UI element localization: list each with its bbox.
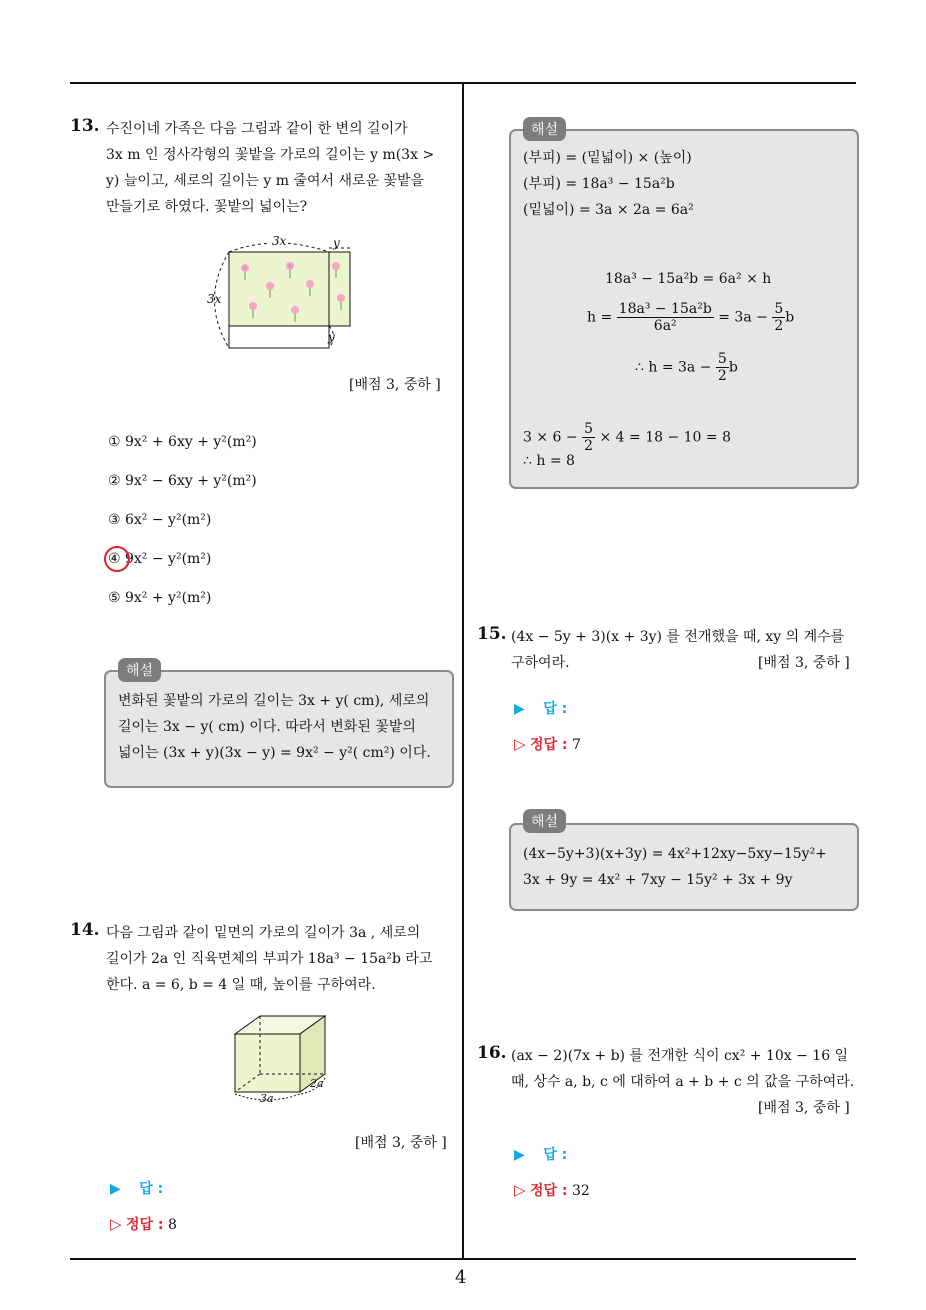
- q14-fig-label-bottom: 3a: [260, 1092, 274, 1105]
- q13-choice-2[interactable]: ② 9x² − 6xy + y²(m²): [108, 473, 257, 489]
- q13-solution-line: 변화된 꽃밭의 가로의 길이는 3x + y( cm), 세로의: [118, 693, 430, 709]
- q13-fig-label-right-top: y: [333, 236, 340, 250]
- q16-answer-row[interactable]: [514, 1144, 567, 1164]
- q13-choice-4[interactable]: ④ 9x² − y²(m²): [108, 551, 212, 567]
- q15-correct-value: 7: [571, 737, 581, 753]
- q13-meta: [배점 3, 중하 ]: [349, 377, 441, 393]
- q14-text: [106, 920, 456, 998]
- q15-line: 구하여라.: [511, 655, 570, 671]
- q13-solution-line: 길이는 3x − y( cm) 이다. 따라서 변화된 꽃밭의: [118, 719, 416, 735]
- q14-meta: [배점 3, 중하 ]: [355, 1135, 447, 1151]
- q13-choice-1[interactable]: ① 9x² + 6xy + y²(m²): [108, 434, 257, 450]
- q13-line: 3x m 인 정사각형의 꽃밭을 가로의 길이는 y m(3x >: [106, 147, 435, 163]
- q14-end-line1: 3 × 6 − $\frac{5}{2}$ × 4 = 18 − 10 = 8: [523, 421, 731, 454]
- bottom-rule: [70, 1258, 856, 1260]
- q16-correct-value: 32: [571, 1183, 590, 1199]
- selected-answer-circle-icon: [104, 546, 130, 572]
- triangle-right-filled-icon: ▶: [110, 1181, 121, 1197]
- q13-text: [106, 116, 456, 220]
- q15-meta: [배점 3, 중하 ]: [758, 655, 850, 671]
- q13-line: 만들기로 하였다. 꽃밭의 넓이는?: [106, 199, 308, 215]
- q16-line: (ax − 2)(7x + b) 를 전개한 식이 cx² + 10x − 16 일: [511, 1048, 849, 1064]
- q16-number: 16.: [477, 1043, 507, 1063]
- q14-solution-line: (밑넓이) = 3a × 2a = 6a²: [523, 202, 694, 218]
- q13-choice-3[interactable]: ③ 6x² − y²(m²): [108, 512, 212, 528]
- column-divider: [462, 82, 464, 1260]
- q15-solution-line: 3x + 9y = 4x² + 7xy − 15y² + 3x + 9y: [523, 872, 793, 888]
- q14-eq1: 18a³ − 15a²b = 6a² × h: [605, 271, 772, 287]
- q16-meta: [배점 3, 중하 ]: [758, 1100, 850, 1116]
- q15-correct-label: 정답 :: [530, 737, 568, 753]
- triangle-right-filled-icon: ▶: [514, 1147, 525, 1163]
- q13-solution-line: 넓이는 (3x + y)(3x − y) = 9x² − y²( cm²) 이다.: [118, 745, 431, 761]
- q14-line: 한다. a = 6, b = 4 일 때, 높이를 구하여라.: [106, 977, 376, 993]
- q15-number: 15.: [477, 624, 507, 644]
- triangle-right-outline-icon: ▷: [514, 1181, 526, 1199]
- q14-eq3: ∴ h = 3a − $\frac{5}{2}$ b: [635, 351, 738, 384]
- q14-answer-row[interactable]: [110, 1178, 163, 1198]
- q14-correct-label: 정답 :: [126, 1217, 164, 1233]
- q13-solution-tag: 해설: [118, 658, 161, 682]
- q14-line: 다음 그림과 같이 밑면의 가로의 길이가 3a , 세로의: [106, 925, 421, 941]
- q13-line: y) 늘이고, 세로의 길이는 y m 줄여서 새로운 꽃밭을: [106, 173, 425, 189]
- q15-correct-row: [514, 734, 581, 754]
- q13-solution-box: [104, 670, 454, 788]
- q14-answer-label: 답 :: [139, 1181, 164, 1197]
- q15-solution-line: (4x−5y+3)(x+3y) = 4x²+12xy−5xy−15y²+: [523, 846, 827, 862]
- q14-solution-line: (부피) = 18a³ − 15a²b: [523, 176, 675, 192]
- q14-cuboid-figure: [225, 1012, 340, 1107]
- q14-correct-row: [110, 1214, 177, 1234]
- q16-answer-label: 답 :: [543, 1147, 568, 1163]
- q15-solution-tag: 해설: [523, 809, 566, 833]
- q15-answer-row[interactable]: [514, 698, 567, 718]
- q15-line: (4x − 5y + 3)(x + 3y) 를 전개했을 때, xy 의 계수를: [511, 629, 845, 645]
- q16-text: [511, 1043, 861, 1095]
- q13-line: 수진이네 가족은 다음 그림과 같이 한 변의 길이가: [106, 121, 408, 137]
- q13-number: 13.: [70, 116, 100, 136]
- q16-line: 때, 상수 a, b, c 에 대하여 a + b + c 의 값을 구하여라.: [511, 1074, 855, 1090]
- q16-correct-label: 정답 :: [530, 1183, 568, 1199]
- q14-correct-value: 8: [167, 1217, 177, 1233]
- triangle-right-filled-icon: ▶: [514, 701, 525, 717]
- triangle-right-outline-icon: ▷: [110, 1215, 122, 1233]
- q14-solution-box: [509, 129, 859, 489]
- q13-fig-label-top: 3x: [272, 234, 287, 248]
- page-number: 4: [455, 1267, 467, 1288]
- q14-fig-label-side: 2a: [310, 1077, 324, 1090]
- q13-choice-5[interactable]: ⑤ 9x² + y²(m²): [108, 590, 212, 606]
- q14-solution-line: (부피) = (밑넓이) × (높이): [523, 150, 692, 166]
- q15-answer-label: 답 :: [543, 701, 568, 717]
- q13-figure: [200, 230, 370, 360]
- q14-number: 14.: [70, 920, 100, 940]
- triangle-right-outline-icon: ▷: [514, 735, 526, 753]
- q14-solution-tag: 해설: [523, 117, 566, 141]
- q15-solution-box: [509, 823, 859, 911]
- q13-fig-label-left: 3x: [207, 292, 222, 306]
- q16-correct-row: [514, 1180, 590, 1200]
- q13-fig-label-right-bottom: y: [328, 330, 335, 344]
- q14-end-line2: ∴ h = 8: [523, 453, 575, 469]
- q14-eq2: h = $\frac{\text{18a³ − 15a²b}}{\text{6a²}}$ = 3a − $\frac{5}{2}$ b: [587, 301, 795, 334]
- q14-line: 길이가 2a 인 직육면체의 부피가 18a³ − 15a²b 라고: [106, 951, 433, 967]
